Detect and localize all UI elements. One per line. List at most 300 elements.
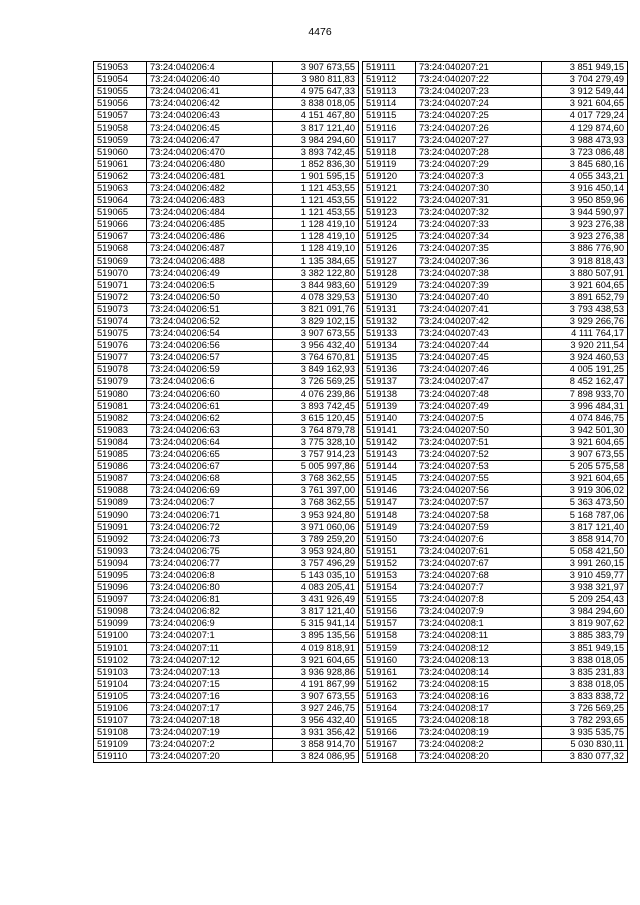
table-row — [94, 400, 359, 412]
row-number-cell: 519063 — [94, 182, 147, 194]
row-number-cell: 519123 — [363, 207, 416, 219]
cadastral-number-cell: 73:24:040206:71 — [147, 509, 273, 521]
value-cell: 5 205 575,58 — [542, 461, 628, 473]
table-row — [363, 303, 628, 315]
cadastral-number-cell: 73:24:040207:48 — [416, 388, 542, 400]
value-cell: 3 829 102,15 — [273, 315, 359, 327]
table-row — [363, 267, 628, 279]
cadastral-number-cell: 73:24:040207:12 — [147, 654, 273, 666]
row-number-cell: 519157 — [363, 618, 416, 630]
cadastral-number-cell: 73:24:040206:45 — [147, 122, 273, 134]
cadastral-number-cell: 73:24:040206:47 — [147, 134, 273, 146]
cadastral-number-cell: 73:24:040207:24 — [416, 98, 542, 110]
value-cell: 3 764 670,81 — [273, 352, 359, 364]
table-row — [94, 364, 359, 376]
row-number-cell: 519120 — [363, 170, 416, 182]
value-cell: 3 431 926,49 — [273, 594, 359, 606]
value-cell: 3 916 450,14 — [542, 182, 628, 194]
value-cell: 1 852 836,30 — [273, 158, 359, 170]
cadastral-number-cell: 73:24:040208:1 — [416, 618, 542, 630]
cadastral-number-cell: 73:24:040207:36 — [416, 255, 542, 267]
cadastral-number-cell: 73:24:040207:23 — [416, 86, 542, 98]
row-number-cell: 519108 — [94, 727, 147, 739]
table-row — [94, 219, 359, 231]
table-row — [363, 702, 628, 714]
row-number-cell: 519158 — [363, 630, 416, 642]
cadastral-number-cell: 73:24:040206:480 — [147, 158, 273, 170]
table-row — [363, 146, 628, 158]
table-row — [363, 569, 628, 581]
row-number-cell: 519056 — [94, 98, 147, 110]
row-number-cell: 519167 — [363, 739, 416, 751]
cadastral-number-cell: 73:24:040207:2 — [147, 739, 273, 751]
value-cell: 3 838 018,05 — [542, 678, 628, 690]
row-number-cell: 519149 — [363, 521, 416, 533]
cadastral-number-cell: 73:24:040206:81 — [147, 594, 273, 606]
cadastral-number-cell: 73:24:040206:80 — [147, 582, 273, 594]
value-cell: 3 845 680,16 — [542, 158, 628, 170]
row-number-cell: 519134 — [363, 340, 416, 352]
table-row — [363, 134, 628, 146]
value-cell: 4 017 729,24 — [542, 110, 628, 122]
table-row — [363, 473, 628, 485]
table-row — [363, 461, 628, 473]
row-number-cell: 519090 — [94, 509, 147, 521]
row-number-cell: 519069 — [94, 255, 147, 267]
row-number-cell: 519087 — [94, 473, 147, 485]
row-number-cell: 519145 — [363, 473, 416, 485]
table-row — [363, 279, 628, 291]
cadastral-number-cell: 73:24:040207:56 — [416, 485, 542, 497]
value-cell: 3 757 496,29 — [273, 557, 359, 569]
row-number-cell: 519054 — [94, 74, 147, 86]
row-number-cell: 519081 — [94, 400, 147, 412]
value-cell: 1 901 595,15 — [273, 170, 359, 182]
cadastral-number-cell: 73:24:040207:34 — [416, 231, 542, 243]
cadastral-number-cell: 73:24:040208:2 — [416, 739, 542, 751]
value-cell: 3 723 086,48 — [542, 146, 628, 158]
row-number-cell: 519138 — [363, 388, 416, 400]
row-number-cell: 519088 — [94, 485, 147, 497]
row-number-cell: 519144 — [363, 461, 416, 473]
table-row — [94, 582, 359, 594]
table-row — [363, 715, 628, 727]
cadastral-number-cell: 73:24:040207:21 — [416, 62, 542, 74]
cadastral-number-cell: 73:24:040207:18 — [147, 715, 273, 727]
value-cell: 3 824 086,95 — [273, 751, 359, 763]
cadastral-number-cell: 73:24:040207:46 — [416, 364, 542, 376]
row-number-cell: 519097 — [94, 594, 147, 606]
value-cell: 3 838 018,05 — [273, 98, 359, 110]
table-row — [363, 521, 628, 533]
row-number-cell: 519057 — [94, 110, 147, 122]
value-cell: 4 151 467,80 — [273, 110, 359, 122]
cadastral-number-cell: 73:24:040207:39 — [416, 279, 542, 291]
value-cell: 3 971 060,06 — [273, 521, 359, 533]
value-cell: 3 907 673,55 — [542, 449, 628, 461]
row-number-cell: 519084 — [94, 436, 147, 448]
table-row — [363, 630, 628, 642]
cadastral-number-cell: 73:24:040206:63 — [147, 424, 273, 436]
table-row — [94, 509, 359, 521]
cadastral-number-cell: 73:24:040206:488 — [147, 255, 273, 267]
table-row — [363, 557, 628, 569]
cadastral-number-cell: 73:24:040206:59 — [147, 364, 273, 376]
row-number-cell: 519137 — [363, 376, 416, 388]
value-cell: 5 168 787,06 — [542, 509, 628, 521]
row-number-cell: 519058 — [94, 122, 147, 134]
value-cell: 5 005 997,86 — [273, 461, 359, 473]
table-row — [94, 618, 359, 630]
value-cell: 3 938 321,97 — [542, 582, 628, 594]
cadastral-number-cell: 73:24:040207:47 — [416, 376, 542, 388]
cadastral-number-cell: 73:24:040207:61 — [416, 545, 542, 557]
cadastral-number-cell: 73:24:040206:483 — [147, 195, 273, 207]
cadastral-number-cell: 73:24:040207:68 — [416, 569, 542, 581]
row-number-cell: 519103 — [94, 666, 147, 678]
row-number-cell: 519128 — [363, 267, 416, 279]
table-row — [363, 364, 628, 376]
cadastral-number-cell: 73:24:040206:61 — [147, 400, 273, 412]
cadastral-number-cell: 73:24:040207:33 — [416, 219, 542, 231]
cadastral-number-cell: 73:24:040206:4 — [147, 62, 273, 74]
table-row — [94, 461, 359, 473]
value-cell: 3 921 604,65 — [273, 654, 359, 666]
value-cell: 3 704 279,49 — [542, 74, 628, 86]
cadastral-number-cell: 73:24:040207:57 — [416, 497, 542, 509]
table-row — [94, 533, 359, 545]
cadastral-number-cell: 73:24:040208:12 — [416, 642, 542, 654]
row-number-cell: 519164 — [363, 702, 416, 714]
row-number-cell: 519124 — [363, 219, 416, 231]
table-row — [94, 195, 359, 207]
table-row — [363, 436, 628, 448]
value-cell: 3 984 294,60 — [273, 134, 359, 146]
table-row — [363, 727, 628, 739]
table-row — [363, 315, 628, 327]
table-row — [363, 594, 628, 606]
row-number-cell: 519104 — [94, 678, 147, 690]
table-row — [363, 62, 628, 74]
row-number-cell: 519107 — [94, 715, 147, 727]
table-row — [363, 449, 628, 461]
value-cell: 3 927 246,75 — [273, 702, 359, 714]
cadastral-number-cell: 73:24:040207:11 — [147, 642, 273, 654]
value-cell: 1 128 419,10 — [273, 219, 359, 231]
value-cell: 3 953 924,80 — [273, 545, 359, 557]
table-row — [363, 328, 628, 340]
value-cell: 3 921 604,65 — [542, 436, 628, 448]
row-number-cell: 519113 — [363, 86, 416, 98]
cadastral-number-cell: 73:24:040207:5 — [416, 412, 542, 424]
table-row — [363, 98, 628, 110]
table-row — [94, 122, 359, 134]
table-row — [94, 279, 359, 291]
value-cell: 1 128 419,10 — [273, 231, 359, 243]
cadastral-number-cell: 73:24:040206:52 — [147, 315, 273, 327]
table-row — [363, 207, 628, 219]
cadastral-number-cell: 73:24:040206:485 — [147, 219, 273, 231]
cadastral-number-cell: 73:24:040206:67 — [147, 461, 273, 473]
row-number-cell: 519150 — [363, 533, 416, 545]
value-cell: 3 991 260,15 — [542, 557, 628, 569]
row-number-cell: 519131 — [363, 303, 416, 315]
row-number-cell: 519122 — [363, 195, 416, 207]
table-row — [94, 436, 359, 448]
value-cell: 5 315 941,14 — [273, 618, 359, 630]
cadastral-number-cell: 73:24:040207:13 — [147, 666, 273, 678]
value-cell: 3 923 276,38 — [542, 231, 628, 243]
value-cell: 4 111 764,17 — [542, 328, 628, 340]
row-number-cell: 519083 — [94, 424, 147, 436]
row-number-cell: 519092 — [94, 533, 147, 545]
cadastral-number-cell: 73:24:040208:19 — [416, 727, 542, 739]
value-cell: 3 858 914,70 — [542, 533, 628, 545]
cadastral-number-cell: 73:24:040206:41 — [147, 86, 273, 98]
row-number-cell: 519093 — [94, 545, 147, 557]
row-number-cell: 519061 — [94, 158, 147, 170]
value-cell: 4 078 329,53 — [273, 291, 359, 303]
row-number-cell: 519163 — [363, 690, 416, 702]
value-cell: 4 076 239,86 — [273, 388, 359, 400]
value-cell: 4 975 647,33 — [273, 86, 359, 98]
cadastral-number-cell: 73:24:040206:7 — [147, 497, 273, 509]
row-number-cell: 519053 — [94, 62, 147, 74]
row-number-cell: 519114 — [363, 98, 416, 110]
table-row — [363, 751, 628, 763]
table-row — [94, 521, 359, 533]
value-cell: 1 121 453,55 — [273, 182, 359, 194]
value-cell: 3 956 432,40 — [273, 715, 359, 727]
cadastral-number-cell: 73:24:040206:482 — [147, 182, 273, 194]
table-row — [363, 400, 628, 412]
cadastral-number-cell: 73:24:040207:27 — [416, 134, 542, 146]
row-number-cell: 519121 — [363, 182, 416, 194]
cadastral-number-cell: 73:24:040207:16 — [147, 690, 273, 702]
row-number-cell: 519109 — [94, 739, 147, 751]
value-cell: 3 880 507,91 — [542, 267, 628, 279]
row-number-cell: 519154 — [363, 582, 416, 594]
cadastral-number-cell: 73:24:040206:51 — [147, 303, 273, 315]
cadastral-number-cell: 73:24:040207:40 — [416, 291, 542, 303]
value-cell: 4 191 867,99 — [273, 678, 359, 690]
value-cell: 7 898 933,70 — [542, 388, 628, 400]
row-number-cell: 519111 — [363, 62, 416, 74]
value-cell: 3 851 949,15 — [542, 62, 628, 74]
table-row — [363, 122, 628, 134]
table-row — [363, 485, 628, 497]
value-cell: 3 956 432,40 — [273, 340, 359, 352]
value-cell: 3 907 673,55 — [273, 62, 359, 74]
value-cell: 3 988 473,93 — [542, 134, 628, 146]
value-cell: 3 910 459,77 — [542, 569, 628, 581]
cadastral-number-cell: 73:24:040207:58 — [416, 509, 542, 521]
table-row — [363, 582, 628, 594]
table-row — [94, 134, 359, 146]
row-number-cell: 519125 — [363, 231, 416, 243]
cadastral-number-cell: 73:24:040206:62 — [147, 412, 273, 424]
cadastral-number-cell: 73:24:040207:25 — [416, 110, 542, 122]
table-row — [363, 739, 628, 751]
row-number-cell: 519148 — [363, 509, 416, 521]
cadastral-number-cell: 73:24:040208:20 — [416, 751, 542, 763]
value-cell: 5 143 035,10 — [273, 569, 359, 581]
cadastral-number-cell: 73:24:040206:481 — [147, 170, 273, 182]
cadastral-number-cell: 73:24:040206:56 — [147, 340, 273, 352]
value-cell: 3 885 383,79 — [542, 630, 628, 642]
value-cell: 3 817 121,40 — [542, 521, 628, 533]
table-row — [94, 727, 359, 739]
value-cell: 4 074 846,75 — [542, 412, 628, 424]
row-number-cell: 519102 — [94, 654, 147, 666]
table-row — [363, 219, 628, 231]
row-number-cell: 519143 — [363, 449, 416, 461]
value-cell: 3 821 091,76 — [273, 303, 359, 315]
cadastral-number-cell: 73:24:040206:470 — [147, 146, 273, 158]
table-row — [94, 110, 359, 122]
value-cell: 5 030 830,11 — [542, 739, 628, 751]
cadastral-number-cell: 73:24:040207:67 — [416, 557, 542, 569]
cadastral-number-cell: 73:24:040206:75 — [147, 545, 273, 557]
cadastral-number-cell: 73:24:040207:41 — [416, 303, 542, 315]
cadastral-number-cell: 73:24:040206:8 — [147, 569, 273, 581]
cadastral-number-cell: 73:24:040207:29 — [416, 158, 542, 170]
value-cell: 3 984 294,60 — [542, 606, 628, 618]
table-row — [94, 642, 359, 654]
value-cell: 3 935 535,75 — [542, 727, 628, 739]
cadastral-number-cell: 73:24:040207:19 — [147, 727, 273, 739]
value-cell: 3 833 838,72 — [542, 690, 628, 702]
cadastral-number-cell: 73:24:040207:9 — [416, 606, 542, 618]
value-cell: 3 942 501,30 — [542, 424, 628, 436]
table-row — [363, 243, 628, 255]
row-number-cell: 519147 — [363, 497, 416, 509]
row-number-cell: 519152 — [363, 557, 416, 569]
row-number-cell: 519166 — [363, 727, 416, 739]
table-row — [363, 412, 628, 424]
value-cell: 3 768 362,55 — [273, 473, 359, 485]
table-row — [94, 352, 359, 364]
row-number-cell: 519074 — [94, 315, 147, 327]
cadastral-number-cell: 73:24:040208:14 — [416, 666, 542, 678]
table-row — [363, 690, 628, 702]
cadastral-number-cell: 73:24:040207:42 — [416, 315, 542, 327]
row-number-cell: 519072 — [94, 291, 147, 303]
row-number-cell: 519132 — [363, 315, 416, 327]
table-row — [94, 376, 359, 388]
cadastral-number-cell: 73:24:040206:68 — [147, 473, 273, 485]
value-cell: 3 931 356,42 — [273, 727, 359, 739]
table-row — [363, 545, 628, 557]
row-number-cell: 519127 — [363, 255, 416, 267]
table-row — [94, 207, 359, 219]
cadastral-number-cell: 73:24:040207:52 — [416, 449, 542, 461]
table-row — [94, 630, 359, 642]
row-number-cell: 519086 — [94, 461, 147, 473]
cadastral-number-cell: 73:24:040206:77 — [147, 557, 273, 569]
value-cell: 4 019 818,91 — [273, 642, 359, 654]
row-number-cell: 519077 — [94, 352, 147, 364]
row-number-cell: 519159 — [363, 642, 416, 654]
table-row — [363, 352, 628, 364]
row-number-cell: 519119 — [363, 158, 416, 170]
cadastral-number-cell: 73:24:040207:22 — [416, 74, 542, 86]
value-cell: 3 920 211,54 — [542, 340, 628, 352]
cadastral-number-cell: 73:24:040206:82 — [147, 606, 273, 618]
cadastral-number-cell: 73:24:040206:49 — [147, 267, 273, 279]
value-cell: 3 849 162,93 — [273, 364, 359, 376]
value-cell: 3 775 328,10 — [273, 436, 359, 448]
row-number-cell: 519141 — [363, 424, 416, 436]
row-number-cell: 519115 — [363, 110, 416, 122]
table-row — [94, 412, 359, 424]
value-cell: 3 950 859,96 — [542, 195, 628, 207]
value-cell: 3 921 604,65 — [542, 98, 628, 110]
cadastral-number-cell: 73:24:040207:55 — [416, 473, 542, 485]
table-row — [363, 182, 628, 194]
table-row — [363, 618, 628, 630]
left-table-body — [94, 62, 359, 763]
row-number-cell: 519133 — [363, 328, 416, 340]
cadastral-number-cell: 73:24:040207:59 — [416, 521, 542, 533]
table-row — [363, 86, 628, 98]
cadastral-number-cell: 73:24:040206:5 — [147, 279, 273, 291]
row-number-cell: 519098 — [94, 606, 147, 618]
table-row — [94, 340, 359, 352]
cadastral-number-cell: 73:24:040208:13 — [416, 654, 542, 666]
row-number-cell: 519110 — [94, 751, 147, 763]
cadastral-number-cell: 73:24:040207:7 — [416, 582, 542, 594]
table-row — [363, 533, 628, 545]
left-data-table — [93, 61, 359, 763]
table-row — [94, 739, 359, 751]
row-number-cell: 519073 — [94, 303, 147, 315]
table-row — [94, 388, 359, 400]
value-cell: 3 761 397,00 — [273, 485, 359, 497]
table-row — [94, 702, 359, 714]
table-row — [94, 666, 359, 678]
row-number-cell: 519066 — [94, 219, 147, 231]
table-row — [363, 376, 628, 388]
table-row — [94, 255, 359, 267]
value-cell: 3 817 121,40 — [273, 606, 359, 618]
row-number-cell: 519099 — [94, 618, 147, 630]
table-row — [363, 642, 628, 654]
table-row — [94, 594, 359, 606]
cadastral-number-cell: 73:24:040206:486 — [147, 231, 273, 243]
cadastral-number-cell: 73:24:040207:43 — [416, 328, 542, 340]
cadastral-number-cell: 73:24:040207:49 — [416, 400, 542, 412]
table-row — [94, 328, 359, 340]
value-cell: 3 819 907,62 — [542, 618, 628, 630]
value-cell: 1 121 453,55 — [273, 195, 359, 207]
value-cell: 5 363 473,50 — [542, 497, 628, 509]
table-row — [94, 291, 359, 303]
cadastral-number-cell: 73:24:040206:73 — [147, 533, 273, 545]
table-row — [94, 267, 359, 279]
row-number-cell: 519068 — [94, 243, 147, 255]
cadastral-number-cell: 73:24:040207:3 — [416, 170, 542, 182]
table-row — [94, 497, 359, 509]
cadastral-number-cell: 73:24:040206:64 — [147, 436, 273, 448]
table-row — [94, 606, 359, 618]
row-number-cell: 519146 — [363, 485, 416, 497]
table-row — [94, 315, 359, 327]
value-cell: 4 129 874,60 — [542, 122, 628, 134]
cadastral-number-cell: 73:24:040207:32 — [416, 207, 542, 219]
cadastral-number-cell: 73:24:040206:54 — [147, 328, 273, 340]
table-row — [94, 98, 359, 110]
